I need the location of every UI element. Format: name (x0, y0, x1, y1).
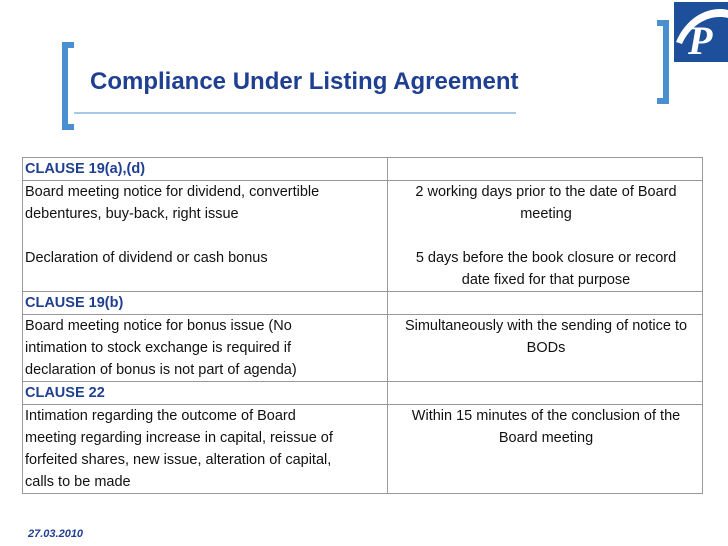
timeline-line: 2 working days prior to the date of Board (415, 184, 677, 200)
svg-text:P: P (688, 18, 713, 62)
clause-header-row (23, 382, 703, 405)
timeline-cell (388, 181, 703, 292)
requirement-line: Board meeting notice for bonus issue (No (25, 318, 292, 334)
empty-cell (388, 382, 703, 405)
requirement-line: Declaration of dividend or cash bonus (25, 250, 268, 266)
clause-heading: CLAUSE 19(a),(d) (23, 158, 388, 181)
table-row (23, 315, 703, 382)
requirement-line: Board meeting notice for dividend, convertible (25, 184, 320, 200)
timeline-line: Board meeting (498, 430, 594, 446)
requirement-cell (23, 315, 388, 382)
timeline-cell (388, 405, 703, 494)
timeline-line: date fixed for that purpose (461, 272, 631, 288)
timeline-line: meeting (520, 206, 572, 222)
right-bracket-decoration (657, 20, 669, 104)
row-spacer (25, 269, 387, 291)
table-row (23, 405, 703, 494)
clause-header-row (23, 292, 703, 315)
timeline-line: Simultaneously with the sending of notice to (404, 318, 688, 334)
timeline-line: BODs (526, 340, 566, 356)
footer-date: 27.03.2010 (28, 528, 84, 540)
requirement-line: debentures, buy-back, right issue (25, 206, 239, 222)
company-logo-icon (674, 2, 728, 62)
clause-heading: CLAUSE 19(b) (23, 292, 388, 315)
title-underline (74, 112, 516, 114)
compliance-table (22, 157, 703, 494)
clause-header-row (23, 158, 703, 181)
requirement-line: forfeited shares, new issue, alteration of capital, (25, 452, 332, 468)
empty-cell (388, 158, 703, 181)
requirement-cell (23, 181, 388, 292)
requirement-line: declaration of bonus is not part of agenda) (25, 362, 297, 378)
requirement-line: meeting regarding increase in capital, reissue of (25, 430, 333, 446)
empty-cell (388, 292, 703, 315)
requirement-line: Intimation regarding the outcome of Board (25, 408, 296, 424)
timeline-line: Within 15 minutes of the conclusion of the (411, 408, 681, 424)
clause-heading: CLAUSE 22 (23, 382, 388, 405)
left-bracket-decoration (62, 42, 74, 130)
requirement-cell (23, 405, 388, 494)
timeline-line: 5 days before the book closure or record (415, 250, 677, 266)
slide-title: Compliance Under Listing Agreement (90, 68, 519, 95)
requirement-line: intimation to stock exchange is required if (25, 340, 291, 356)
requirement-line: calls to be made (25, 474, 131, 490)
row-spacer (390, 225, 702, 247)
timeline-cell (388, 315, 703, 382)
table-row (23, 181, 703, 292)
row-spacer (25, 225, 387, 247)
